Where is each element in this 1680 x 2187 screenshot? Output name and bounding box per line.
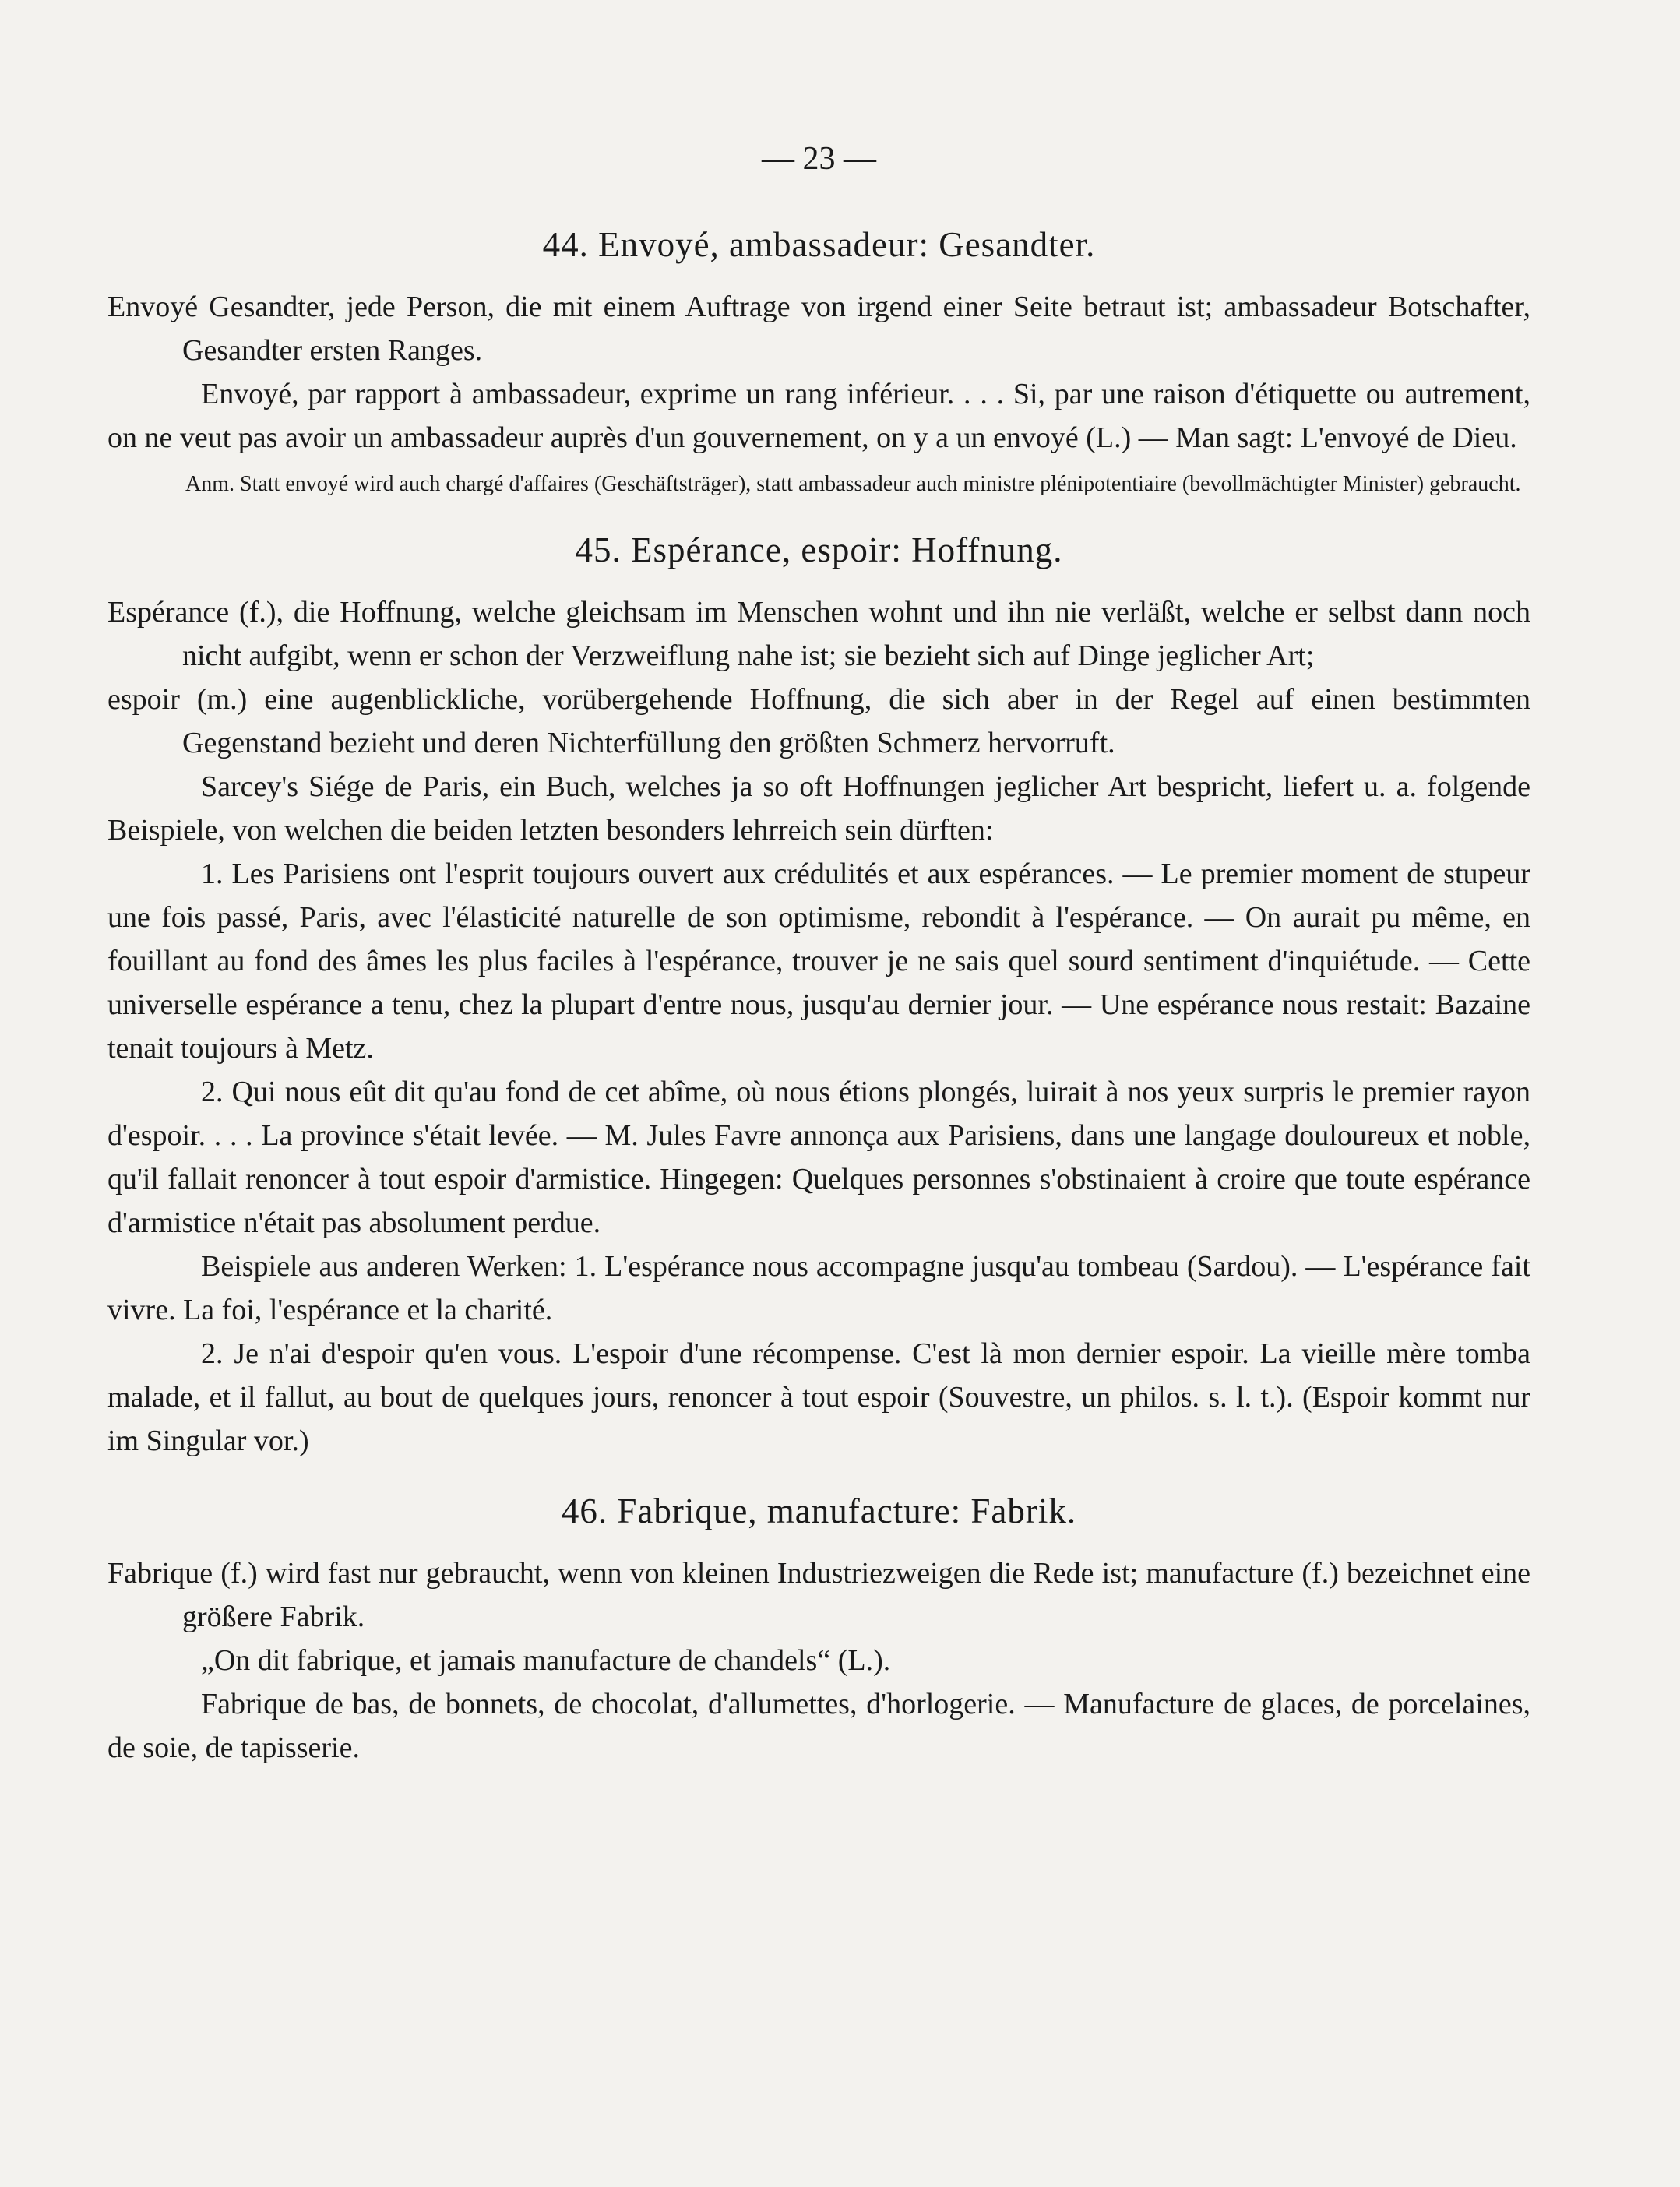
section-46-examples: Fabrique de bas, de bonnets, de chocolat, d'allumettes, d'horlogerie. — Manufacture de glaces, de porcelaines, de soie, de tapisserie. <box>107 1688 1530 1764</box>
section-45-intro: Sarcey's Siége de Paris, ein Buch, welches ja so oft Hoffnungen jeglicher Art bespricht, liefert u. a. folgende Beispiele, von welchen die beiden letzten besonders lehrreich sein dürften: <box>107 770 1530 847</box>
section-45-example-2: 2. Qui nous eût dit qu'au fond de cet abîme, où nous étions plongés, luirait à nos yeux surpris le premier rayon d'espoir. . . . La province s'était levée. — M. Jules Favre annonça aux Parisiens, dans une langage douloureux et noble, qu'il fallait renoncer à tout espoir d'armistice. Hingegen: Quelques personnes s'obstinaient à croire que toute espérance d'armistice n'était pas absolument perdue. <box>107 1076 1530 1239</box>
section-45-heading: 45. Espérance, espoir: Hoffnung. <box>575 530 1063 569</box>
section-44-explanation: Envoyé, par rapport à ambassadeur, exprime un rang inférieur. . . . Si, par une raison d'étiquette ou autrement, on ne veut pas avoir un ambassadeur auprès d'un gouvernement, on y a un envoyé (L.) — Man sagt: L'envoyé de Dieu. <box>107 378 1530 454</box>
section-46-heading: 46. Fabrique, manufacture: Fabrik. <box>561 1491 1077 1530</box>
section-46-quote: „On dit fabrique, et jamais manufacture de chandels“ (L.). <box>201 1644 891 1677</box>
section-45-definition-espoir: espoir (m.) eine augenblickliche, vorübergehende Hoffnung, die sich aber in der Regel auf einen bestimmten Gegenstand bezieht und deren Nichterfüllung den größten Schmerz hervorruft. <box>107 683 1530 759</box>
section-45-example-1: 1. Les Parisiens ont l'esprit toujours ouvert aux crédulités et aux espérances. — Le premier moment de stupeur une fois passé, Paris, avec l'élasticité naturelle de son optimisme, rebondit à l'espérance. — On aurait pu même, en fouillant au fond des âmes les plus faciles à l'espérance, trouver je ne sais quel sourd sentiment d'inquiétude. — Cette universelle espérance a tenu, chez la plupart d'entre nous, jusqu'au dernier jour. — Une espérance nous restait: Bazaine tenait toujours à Metz. <box>107 858 1530 1065</box>
section-44-heading: 44. Envoyé, ambassadeur: Gesandter. <box>542 225 1096 264</box>
page-number: — 23 — <box>762 141 876 177</box>
section-44-note: Anm. Statt envoyé wird auch chargé d'affaires (Geschäftsträger), statt ambassadeur auch ministre plénipotentiaire (bevollmächtigter Minister) gebraucht. <box>185 472 1521 496</box>
section-45-definition-esperance: Espérance (f.), die Hoffnung, welche gleichsam im Menschen wohnt und ihn nie verläßt, welche er selbst dann noch nicht aufgibt, wenn er schon der Verzweiflung nahe ist; sie bezieht sich auf Dinge jeglicher Art; <box>107 596 1530 672</box>
section-44-definition: Envoyé Gesandter, jede Person, die mit einem Auftrage von irgend einer Seite betraut ist; ambassadeur Botschafter, Gesandter ersten Ranges. <box>107 291 1530 367</box>
section-45-example-4: 2. Je n'ai d'espoir qu'en vous. L'espoir d'une récompense. C'est là mon dernier espoir. La vieille mère tomba malade, et il fallut, au bout de quelques jours, renoncer à tout espoir (Souvestre, un philos. s. l. t.). (Espoir kommt nur im Singular vor.) <box>107 1337 1530 1457</box>
section-45-example-3: Beispiele aus anderen Werken: 1. L'espérance nous accompagne jusqu'au tombeau (Sardou). — L'espérance fait vivre. La foi, l'espérance et la charité. <box>107 1250 1530 1326</box>
section-46-definition: Fabrique (f.) wird fast nur gebraucht, wenn von kleinen Industriezweigen die Rede ist; manufacture (f.) bezeichnet eine größere Fabrik. <box>107 1557 1530 1633</box>
